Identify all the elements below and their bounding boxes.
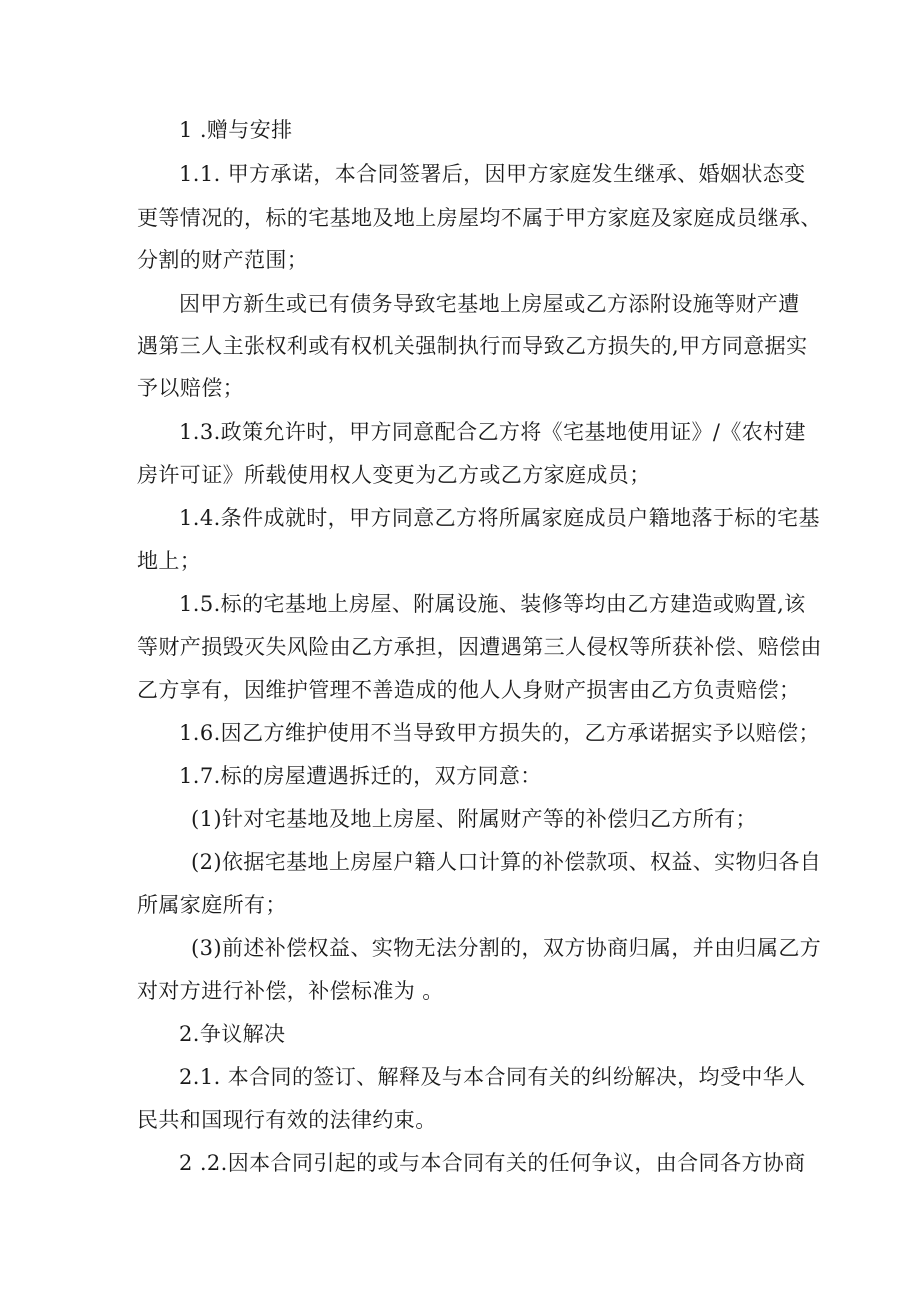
paragraph-line: 1.5.标的宅基地上房屋、附属设施、装修等均由乙方建造或购置,该	[179, 592, 806, 616]
paragraph-line: 因甲方新生或已有债务导致宅基地上房屋或乙方添附设施等财产遭	[179, 292, 800, 316]
section-1-heading: 1 .赠与安排	[179, 118, 293, 142]
paragraph-line: 乙方享有，因维护管理不善造成的他人人身财产损害由乙方负责赔偿；	[137, 678, 801, 702]
paragraph-line: 2 .2.因本合同引起的或与本合同有关的任何争议，由合同各方协商	[179, 1151, 806, 1175]
paragraph-line: 分割的财产范围；	[137, 248, 309, 272]
paragraph-line: 地上；	[137, 549, 202, 573]
paragraph-line: 遇第三人主张权利或有权机关强制执行而导致乙方损失的,甲方同意据实	[137, 334, 808, 358]
paragraph-line: 1.6.因乙方维护使用不当导致甲方损失的，乙方承诺据实予以赔偿；	[179, 721, 820, 745]
paragraph-line: (2)依据宅基地上房屋户籍人口计算的补偿款项、权益、实物归各自	[191, 850, 822, 874]
paragraph-line: 房许可证》所载使用权人变更为乙方或乙方家庭成员；	[137, 463, 651, 487]
paragraph-line: 2.1. 本合同的签订、解释及与本合同有关的纠纷解决，均受中华人	[179, 1065, 806, 1089]
paragraph-line: 等财产损毁灭失风险由乙方承担，因遭遇第三人侵权等所获补偿、赔偿由	[137, 635, 822, 659]
section-2-heading: 2.争议解决	[179, 1022, 286, 1046]
paragraph-line: 对对方进行补偿，补偿标准为 。	[137, 979, 444, 1003]
paragraph-line: 所属家庭所有；	[137, 893, 287, 917]
paragraph-line: (3)前述补偿权益、实物无法分割的，双方协商归属，并由归属乙方	[191, 936, 822, 960]
paragraph-line: 予以赔偿；	[137, 376, 244, 400]
paragraph-line: 1.3.政策允许时，甲方同意配合乙方将《宅基地使用证》/《农村建	[179, 420, 806, 444]
paragraph-line: 民共和国现行有效的法律约束。	[137, 1108, 437, 1132]
paragraph-line: 1.1. 甲方承诺，本合同签署后，因甲方家庭发生继承、婚姻状态变	[179, 162, 806, 186]
paragraph-line: 1.7.标的房屋遭遇拆迁的，双方同意：	[179, 764, 542, 788]
paragraph-line: (1)针对宅基地及地上房屋、附属财产等的补偿归乙方所有；	[191, 807, 757, 831]
paragraph-line: 1.4.条件成就时，甲方同意乙方将所属家庭成员户籍地落于标的宅基	[179, 506, 820, 530]
paragraph-line: 更等情况的，标的宅基地及地上房屋均不属于甲方家庭及家庭成员继承、	[137, 206, 822, 230]
